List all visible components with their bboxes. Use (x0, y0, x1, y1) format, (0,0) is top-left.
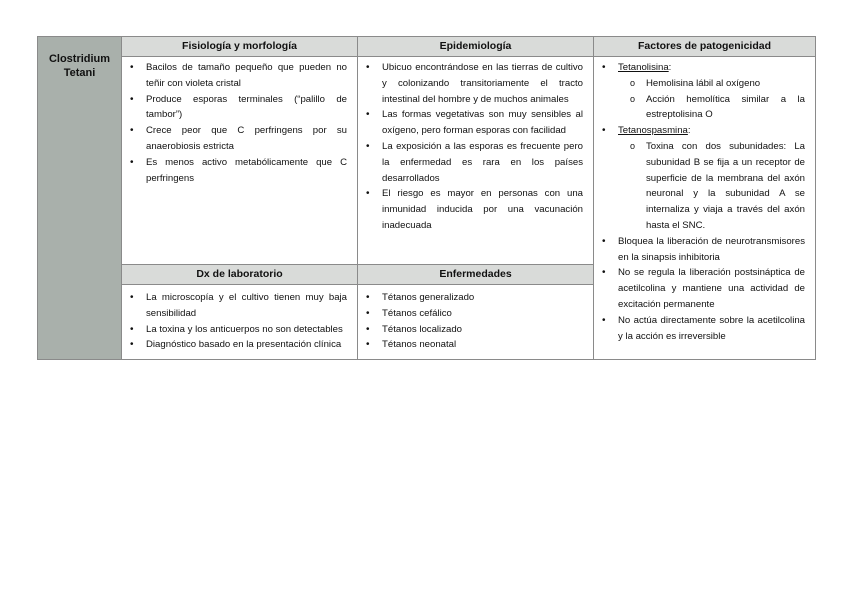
list-item: • El riesgo es mayor en personas con una inmunidad inducida por una vacunación inadecuada (366, 186, 583, 233)
physiology-list (130, 60, 347, 186)
sub-list-item: o Acción hemolítica similar a la estreptolisina O (628, 92, 805, 124)
sub-list-item: o Toxina con dos subunidades: La subunidad B se fija a un receptor de superficie de la membrana del axón neuronal y la subunidad A se internaliza y viaja a través del axón hasta el SNC. (628, 139, 805, 234)
list-item: • Es menos activo metabólicamente que C perfringens (130, 155, 347, 187)
list-item: • No se regula la liberación postsináptica de acetilcolina y mantiene una actividad de excitación permanente (602, 265, 805, 312)
list-item: • Produce esporas terminales (“palillo de tambor”) (130, 92, 347, 124)
organism-name-line1: Clostridium (48, 53, 111, 65)
list-item-tetanospasmina: • Tetanospasmina: o Toxina con dos subunidades: La subunidad B se fija a un receptor de superficie de la membrana del axón neuronal y la subunidad A se internaliza y viaja a través del axón hasta el SNC. (602, 123, 805, 234)
list-item: • Tétanos neonatal (366, 337, 583, 353)
lab-cell (122, 285, 358, 360)
diseases-cell (358, 285, 594, 360)
organism-cell (38, 37, 122, 360)
tetanospasmina-sublist (628, 139, 805, 234)
pathogenicity-cell (594, 57, 816, 360)
epidemiology-list (366, 60, 583, 234)
sub-list-item: o Hemolisina lábil al oxígeno (628, 76, 805, 92)
list-item: • Las formas vegetativas son muy sensibles al oxígeno, pero forman esporas con facilidad (366, 107, 583, 139)
header-pathogenicity: Factores de patogenicidad (594, 37, 816, 57)
organism-name-line2: Tetani (63, 67, 96, 79)
tetanolisina-label: Tetanolisina (618, 62, 669, 73)
list-item: • No actúa directamente sobre la acetilcolina y la acción es irreversible (602, 313, 805, 345)
list-item: • Tétanos cefálico (366, 306, 583, 322)
tetanolisina-sublist (628, 76, 805, 123)
list-item-tetanolisina: • Tetanolisina: o Hemolisina lábil al oxígeno o Acción hemolítica similar a la estreptolisina O (602, 60, 805, 123)
list-item: • La microscopía y el cultivo tienen muy baja sensibilidad (130, 290, 347, 322)
list-item: • Tétanos localizado (366, 322, 583, 338)
pathogenicity-list (602, 60, 805, 344)
list-item: • Bacilos de tamaño pequeño que pueden no teñir con violeta cristal (130, 60, 347, 92)
list-item: • Tétanos generalizado (366, 290, 583, 306)
list-item: • Crece peor que C perfringens por su anaerobiosis estricta (130, 123, 347, 155)
header-diseases: Enfermedades (358, 265, 594, 285)
list-item: • La exposición a las esporas es frecuente pero la enfermedad es rara en los países desarrollados (366, 139, 583, 186)
lab-list (130, 290, 347, 353)
physiology-cell (122, 57, 358, 265)
header-lab: Dx de laboratorio (122, 265, 358, 285)
diseases-list (366, 290, 583, 353)
header-physiology: Fisiología y morfología (122, 37, 358, 57)
list-item: • Bloquea la liberación de neurotransmisores en la sinapsis inhibitoria (602, 234, 805, 266)
clostridium-table (37, 36, 816, 360)
epidemiology-cell (358, 57, 594, 265)
list-item: • Ubicuo encontrándose en las tierras de cultivo y colonizando transitoriamente el tracto intestinal del hombre y de muchos animales (366, 60, 583, 107)
header-epidemiology: Epidemiología (358, 37, 594, 57)
list-item: • Diagnóstico basado en la presentación clínica (130, 337, 347, 353)
tetanospasmina-label: Tetanospasmina (618, 125, 688, 137)
list-item: • La toxina y los anticuerpos no son detectables (130, 322, 347, 338)
